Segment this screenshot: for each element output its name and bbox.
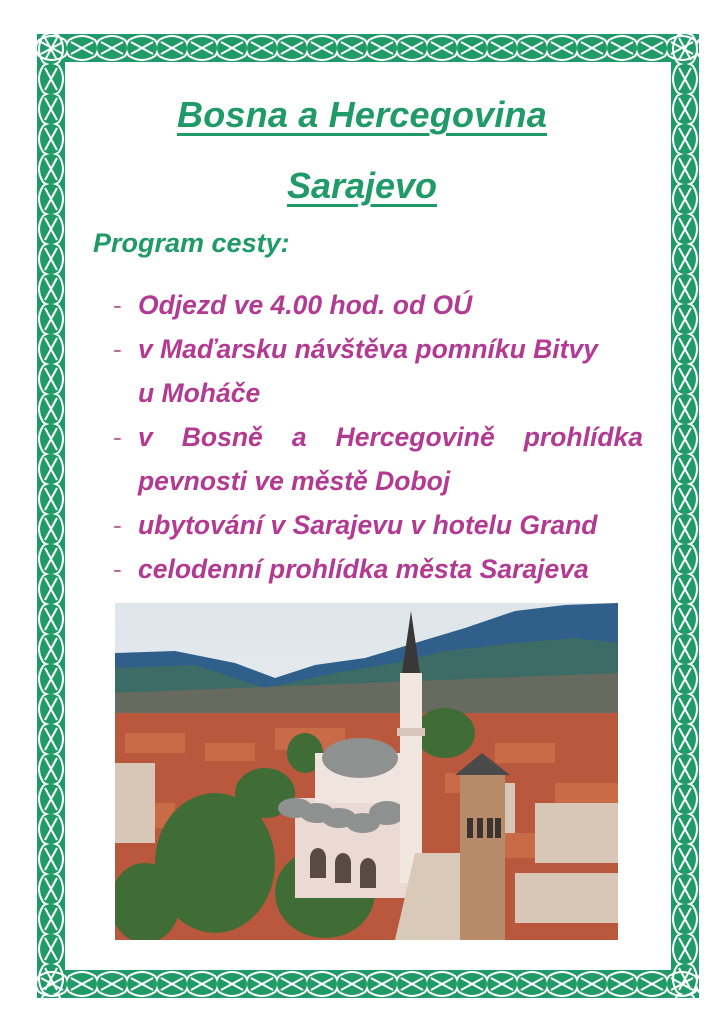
dash-bullet: - xyxy=(113,334,122,364)
list-item xyxy=(113,327,643,415)
list-item-text: ubytování v Sarajevu v hotelu Grand xyxy=(138,510,598,540)
border-knot-pattern-top xyxy=(37,34,699,62)
program-list xyxy=(113,283,643,591)
list-item-text: Odjezd ve 4.00 hod. od OÚ xyxy=(138,290,473,320)
dash-bullet: - xyxy=(113,510,122,540)
page-title: Bosna a Hercegovina xyxy=(177,94,547,135)
list-item xyxy=(113,415,643,503)
dash-bullet: - xyxy=(113,290,122,320)
list-item-text: v Bosně a Hercegovině prohlídka xyxy=(138,422,643,452)
list-item-continuation: u Moháče xyxy=(138,378,261,408)
list-item xyxy=(113,503,643,547)
list-item-text: celodenní prohlídka města Sarajeva xyxy=(138,554,589,584)
page-subtitle: Sarajevo xyxy=(286,165,438,206)
section-heading: Program cesty: xyxy=(93,228,290,258)
sarajevo-photo xyxy=(115,603,618,940)
dash-bullet: - xyxy=(113,554,122,584)
list-item xyxy=(113,547,643,591)
border-knot-pattern-bottom xyxy=(37,970,699,998)
dash-bullet: - xyxy=(113,422,122,452)
list-item-continuation: pevnosti ve městě Doboj xyxy=(138,466,451,496)
list-item xyxy=(113,283,643,327)
list-item-text: v Maďarsku návštěva pomníku Bitvy xyxy=(138,334,598,364)
